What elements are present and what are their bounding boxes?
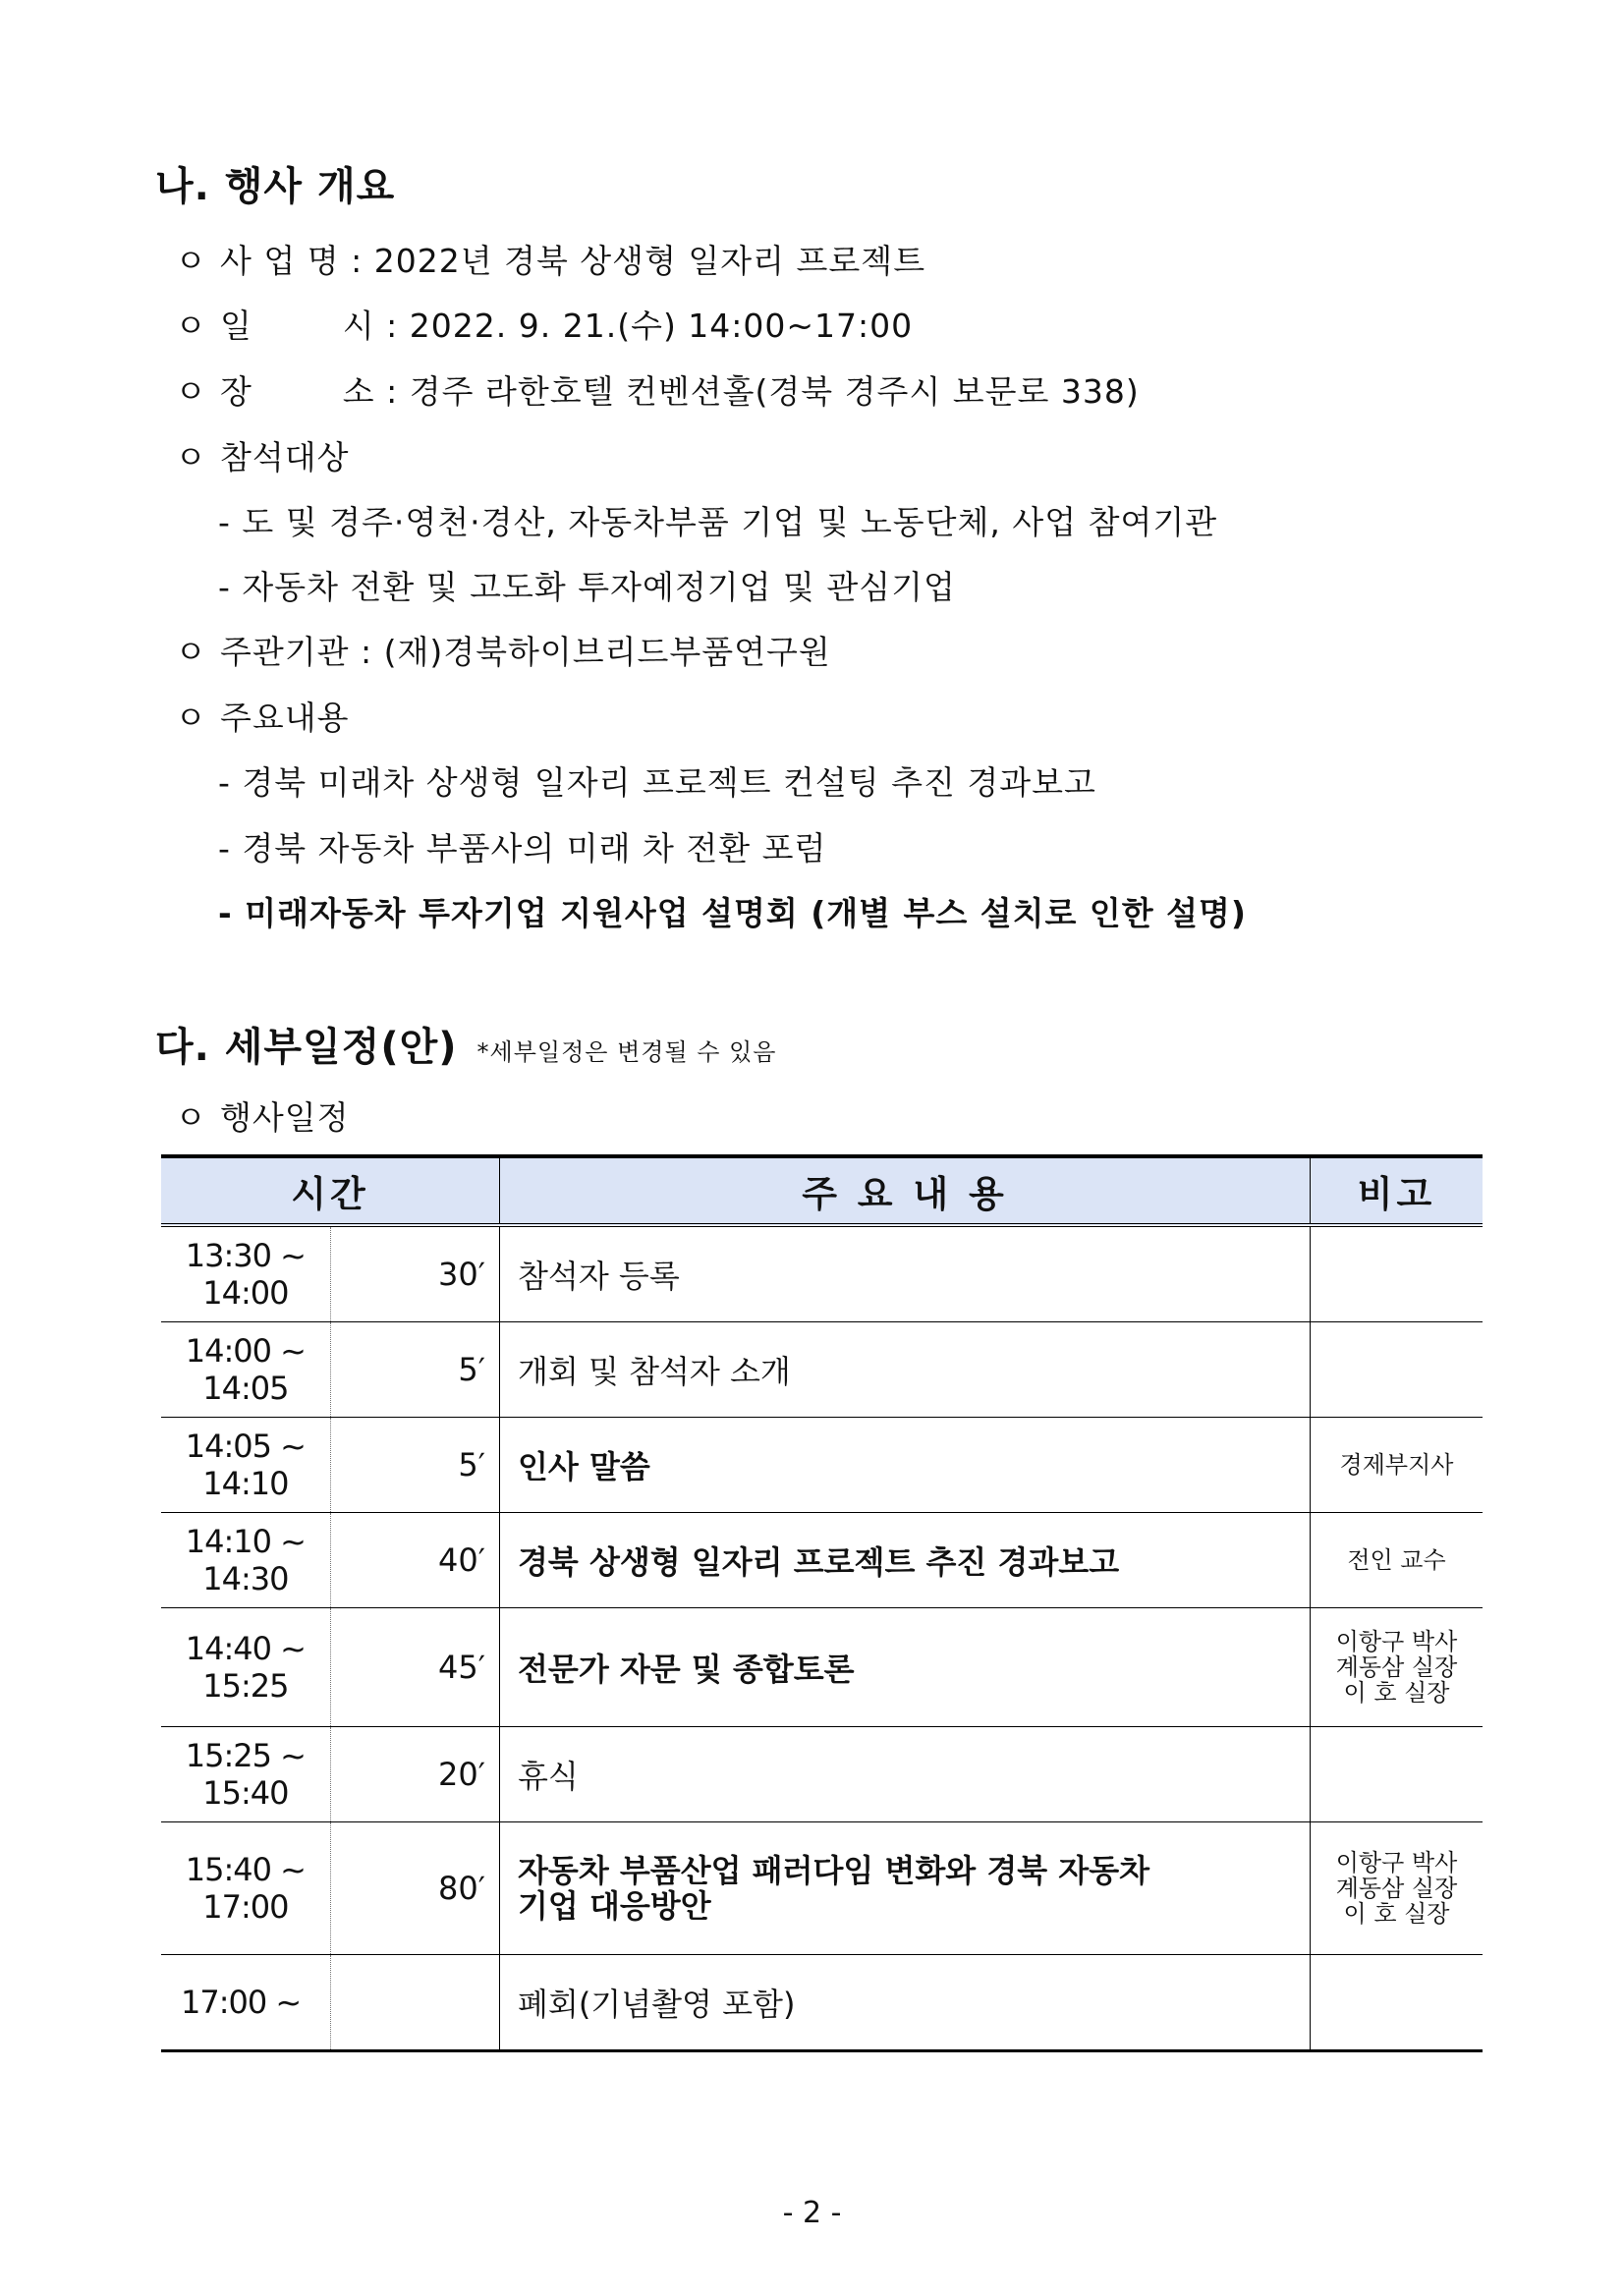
- note-line: 이항구 박사: [1335, 1849, 1458, 1876]
- table-row: [161, 1225, 1483, 1322]
- main-content-sub-3: - 미래자동차 투자기업 지원사업 설명회 (개별 부스 설치로 인한 설명): [218, 894, 1247, 932]
- row-duration: 45′: [330, 1608, 499, 1727]
- row-note: [1311, 1608, 1484, 1727]
- row-time: 14:10 ~ 14:30: [161, 1513, 330, 1608]
- row-duration: 20′: [330, 1727, 499, 1822]
- row-duration: 5′: [330, 1322, 499, 1418]
- content-line: 기업 대응방안: [518, 1887, 711, 1925]
- row-content: 휴식: [500, 1727, 1311, 1822]
- overview-item-organizer: ㅇ 주관기관 : (재)경북하이브리드부품연구원: [175, 633, 831, 671]
- row-content: 경북 상생형 일자리 프로젝트 추진 경과보고: [500, 1513, 1311, 1608]
- schedule-header-row: [161, 1156, 1483, 1225]
- row-note: [1311, 1225, 1484, 1322]
- page-number: - 2 -: [782, 2196, 842, 2230]
- row-time: 15:25 ~ 15:40: [161, 1727, 330, 1822]
- row-content: 폐회(기념촬영 포함): [500, 1955, 1311, 2051]
- row-duration: 30′: [330, 1225, 499, 1322]
- row-note: [1311, 1955, 1484, 2051]
- attendees-sub-1: - 도 및 경주·영천·경산, 자동차부품 기업 및 노동단체, 사업 참여기관: [218, 503, 1218, 541]
- schedule-table: [161, 1154, 1483, 2052]
- schedule-item: ㅇ 행사일정: [175, 1098, 350, 1137]
- row-time: 14:00 ~ 14:05: [161, 1322, 330, 1418]
- section-title-overview: 나. 행사 개요: [155, 164, 396, 209]
- row-duration: 40′: [330, 1513, 499, 1608]
- row-time: 14:05 ~ 14:10: [161, 1418, 330, 1513]
- row-content: 전문가 자문 및 종합토론: [500, 1608, 1311, 1727]
- row-time: 17:00 ~: [161, 1955, 330, 2051]
- table-row: [161, 1727, 1483, 1822]
- row-note: 전인 교수: [1311, 1513, 1484, 1608]
- overview-item-main-content: ㅇ 주요내용: [175, 699, 350, 737]
- row-duration: 5′: [330, 1418, 499, 1513]
- table-row: [161, 1955, 1483, 2051]
- table-row: [161, 1322, 1483, 1418]
- row-content: 인사 말씀: [500, 1418, 1311, 1513]
- row-note: [1311, 1727, 1484, 1822]
- row-duration: [330, 1955, 499, 2051]
- table-row: [161, 1418, 1483, 1513]
- row-content: [500, 1822, 1311, 1955]
- row-note: 경제부지사: [1311, 1418, 1484, 1513]
- overview-item-datetime: ㅇ 일 시 : 2022. 9. 21.(수) 14:00~17:00: [175, 307, 914, 345]
- note-line: 계동삼 실장: [1335, 1875, 1458, 1902]
- row-note: [1311, 1322, 1484, 1418]
- row-time: 14:40 ~ 15:25: [161, 1608, 330, 1727]
- table-row: [161, 1513, 1483, 1608]
- content-line: 자동차 부품산업 패러다임 변화와 경북 자동차: [518, 1852, 1150, 1889]
- row-content: 참석자 등록: [500, 1225, 1311, 1322]
- attendees-sub-2: - 자동차 전환 및 고도화 투자예정기업 및 관심기업: [218, 568, 956, 606]
- overview-item-venue: ㅇ 장 소 : 경주 라한호텔 컨벤션홀(경북 경주시 보문로 338): [175, 372, 1140, 411]
- row-time: 15:40 ~ 17:00: [161, 1822, 330, 1955]
- header-note: 비고: [1311, 1156, 1484, 1225]
- schedule-note: *세부일정은 변경될 수 있음: [476, 1038, 777, 1066]
- overview-item-attendees: ㅇ 참석대상: [175, 438, 350, 476]
- row-time: 13:30 ~ 14:00: [161, 1225, 330, 1322]
- note-line: 이 호 실장: [1343, 1900, 1450, 1928]
- note-line: 이항구 박사: [1335, 1628, 1458, 1655]
- note-line: 계동삼 실장: [1335, 1653, 1458, 1681]
- table-row: [161, 1822, 1483, 1955]
- header-time: 시간: [161, 1156, 500, 1225]
- main-content-sub-2: - 경북 자동차 부품사의 미래 차 전환 포럼: [218, 829, 827, 868]
- row-content: 개회 및 참석자 소개: [500, 1322, 1311, 1418]
- row-duration: 80′: [330, 1822, 499, 1955]
- table-row: [161, 1608, 1483, 1727]
- overview-item-project: ㅇ 사 업 명 : 2022년 경북 상생형 일자리 프로젝트: [175, 242, 926, 280]
- row-note: [1311, 1822, 1484, 1955]
- header-content: 주 요 내 용: [500, 1156, 1311, 1225]
- note-line: 이 호 실장: [1343, 1679, 1450, 1707]
- section-title-schedule: 다. 세부일정(안) *세부일정은 변경될 수 있음: [155, 1025, 777, 1070]
- main-content-sub-1: - 경북 미래차 상생형 일자리 프로젝트 컨설팅 추진 경과보고: [218, 763, 1096, 802]
